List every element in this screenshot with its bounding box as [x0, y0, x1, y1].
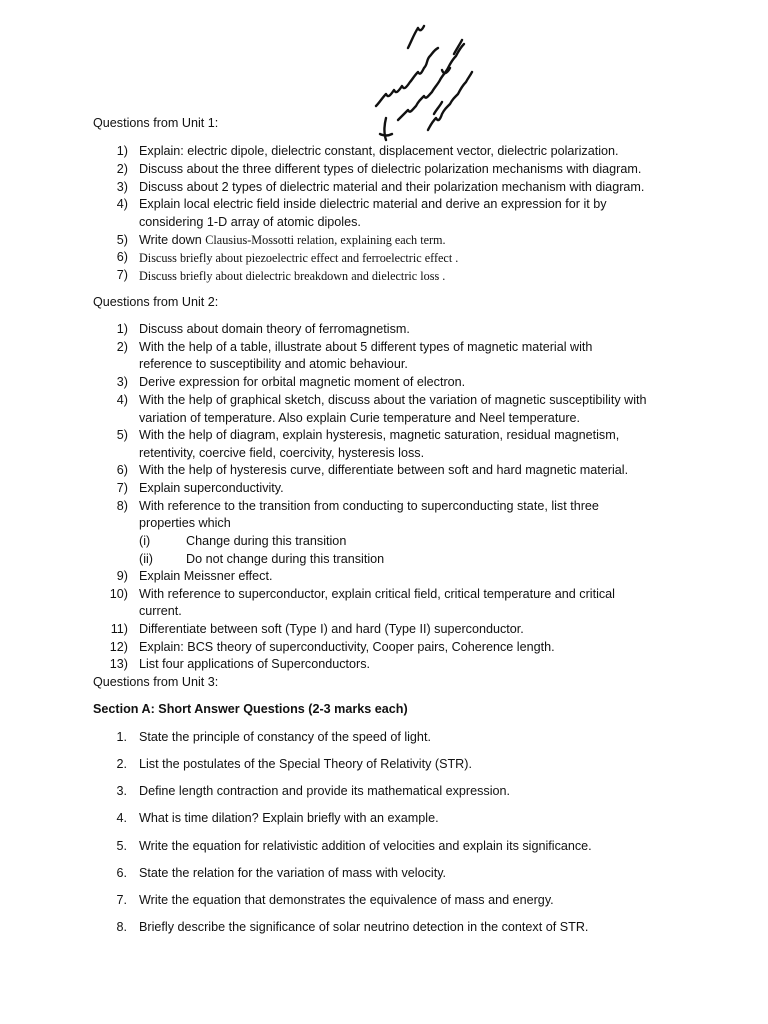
list-item-continuation: retentivity, coercive field, coercivity, hysteresis loss.	[139, 446, 425, 460]
list-item-continuation: considering 1-D array of atomic dipoles.	[139, 215, 361, 229]
list-item: With reference to superconductor, explain critical field, critical temperature and critical	[139, 587, 615, 601]
sub-item-number: (ii)	[139, 552, 153, 566]
list-item-number: 13)	[109, 657, 128, 671]
list-item: What is time dilation? Explain briefly with an example.	[139, 811, 439, 825]
list-item-number: 2)	[116, 340, 128, 354]
list-item-number: 4)	[116, 393, 128, 407]
list-item-number: 3)	[116, 180, 128, 194]
list-item-number: 3)	[116, 375, 128, 389]
list-item	[139, 233, 446, 248]
list-item-serif: Clausius-Mossotti relation, explaining each term.	[205, 233, 446, 247]
list-item-number: 4)	[116, 197, 128, 211]
list-item-number: 11)	[110, 622, 128, 636]
list-item-continuation: current.	[139, 604, 182, 618]
list-item: Explain local electric field inside dielectric material and derive an expression for it by	[139, 197, 607, 211]
list-item: List four applications of Superconductors.	[139, 657, 371, 671]
list-item-number: 5.	[116, 839, 127, 853]
list-item-number: 10)	[109, 587, 128, 601]
unit3-heading: Questions from Unit 3:	[93, 675, 219, 689]
list-item: Differentiate between soft (Type I) and hard (Type II) superconductor.	[139, 622, 524, 636]
list-item: State the relation for the variation of mass with velocity.	[139, 866, 447, 880]
list-item-number: 12)	[109, 640, 128, 654]
list-item: Define length contraction and provide its mathematical expression.	[139, 784, 511, 798]
list-item: Discuss about the three different types of dielectric polarization mechanisms with diagram.	[139, 162, 642, 176]
list-item: With reference to the transition from conducting to superconducting state, list three	[139, 499, 599, 513]
list-item-number: 5)	[116, 233, 128, 247]
list-item: Discuss briefly about dielectric breakdown and dielectric loss .	[139, 269, 446, 283]
list-item: List the postulates of the Special Theory of Relativity (STR).	[139, 757, 472, 771]
list-item-number: 7.	[116, 893, 127, 907]
list-item: Explain: BCS theory of superconductivity, Cooper pairs, Coherence length.	[139, 640, 555, 654]
handwritten-signature	[368, 10, 478, 145]
list-item-number: 7)	[116, 268, 128, 282]
list-item: Write the equation for relativistic addition of velocities and explain its significance.	[139, 839, 592, 853]
list-item-continuation: variation of temperature. Also explain Curie temperature and Neel temperature.	[139, 411, 581, 425]
list-item-number: 9)	[116, 569, 128, 583]
list-item-number: 6)	[116, 463, 128, 477]
list-item: With the help of hysteresis curve, differentiate between soft and hard magnetic material.	[139, 463, 629, 477]
sub-item-number: (i)	[139, 534, 151, 548]
list-item-number: 1.	[116, 730, 127, 744]
list-item-number: 8.	[116, 920, 127, 934]
list-item: Discuss about domain theory of ferromagnetism.	[139, 322, 410, 336]
list-item: With the help of graphical sketch, discuss about the variation of magnetic susceptibility with	[139, 393, 647, 407]
list-item-number: 4.	[116, 811, 127, 825]
list-item-number: 5)	[116, 428, 128, 442]
list-item-continuation: reference to susceptibility and atomic behaviour.	[139, 357, 408, 371]
list-item-number: 6.	[116, 866, 127, 880]
section-title: Section A: Short Answer Questions (2-3 marks each)	[93, 702, 408, 716]
list-item-number: 7)	[116, 481, 128, 495]
list-item: With the help of a table, illustrate about 5 different types of magnetic material with	[139, 340, 593, 354]
sub-item: Change during this transition	[186, 534, 347, 548]
list-item-number: 1)	[116, 322, 128, 336]
list-item: Explain Meissner effect.	[139, 569, 273, 583]
list-item: Write the equation that demonstrates the equivalence of mass and energy.	[139, 893, 554, 907]
sub-item: Do not change during this transition	[186, 552, 385, 566]
unit1-heading: Questions from Unit 1:	[93, 116, 219, 130]
list-item: With the help of diagram, explain hysteresis, magnetic saturation, residual magnetism,	[139, 428, 620, 442]
list-item: Discuss briefly about piezoelectric effect and ferroelectric effect .	[139, 251, 459, 265]
list-item: Derive expression for orbital magnetic moment of electron.	[139, 375, 466, 389]
unit2-heading: Questions from Unit 2:	[93, 295, 219, 309]
list-item: Discuss about 2 types of dielectric material and their polarization mechanism with diagram.	[139, 180, 645, 194]
list-item-continuation: properties which	[139, 516, 231, 530]
list-item-number: 6)	[116, 250, 128, 264]
list-item-number: 2.	[116, 757, 127, 771]
list-item: State the principle of constancy of the speed of light.	[139, 730, 431, 744]
list-item: Explain superconductivity.	[139, 481, 284, 495]
list-item-number: 3.	[116, 784, 127, 798]
list-item-number: 2)	[116, 162, 128, 176]
list-item-number: 8)	[116, 499, 128, 513]
list-item: Explain: electric dipole, dielectric constant, displacement vector, dielectric polarization.	[139, 144, 619, 158]
list-item-number: 1)	[116, 144, 128, 158]
list-item: Briefly describe the significance of solar neutrino detection in the context of STR.	[139, 920, 589, 934]
list-item-lead: Write down	[139, 233, 206, 247]
